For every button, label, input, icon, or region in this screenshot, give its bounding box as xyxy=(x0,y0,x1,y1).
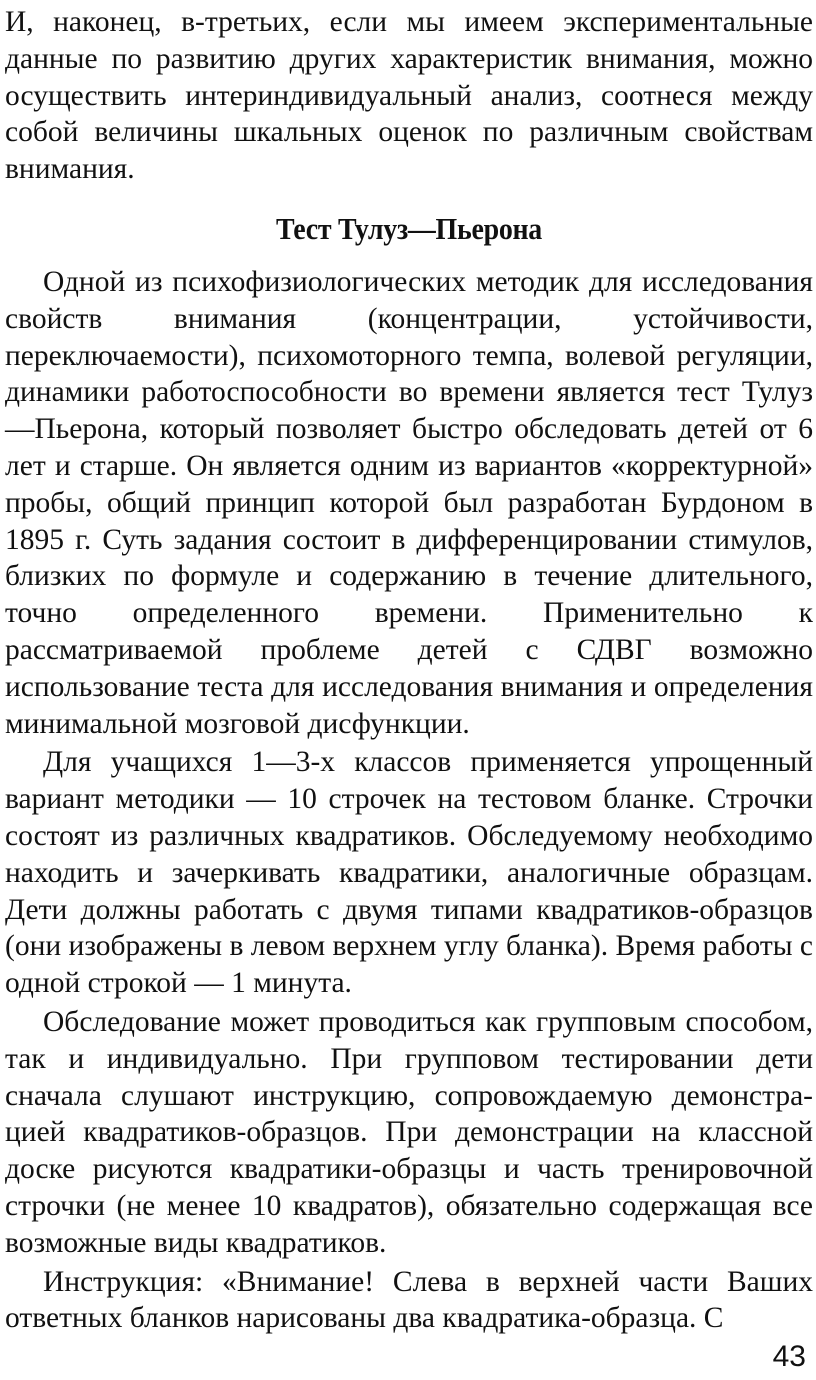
book-page xyxy=(5,0,813,1337)
section-title: Тест Тулуз—Пьерона xyxy=(275,210,543,246)
body-paragraph-instruction: Инструкция: «Внимание! Слева в верхней части Ваших ответных бланков нарисованы два квадратика-образца. С xyxy=(5,1265,813,1335)
body-paragraph-simplified-variant: Для учащихся 1—3-х классов применяется упрощенный вариант методики — 10 строчек на тестовом бланке. Строчки состоят из различных квадратиков. Обследуемому необходимо находить и зачеркивать квадратики, аналогичные образцам. Дети должны работать с двумя типами квадратиков-образцов (они изображены в левом верхнем углу бланка). Время работы с одной строкой — 1 минута. xyxy=(5,746,813,1000)
body-paragraph-procedure: Обследование может проводиться как групповым способом, так и индивидуально. При групповом тестировании дети сначала слушают инструкцию, сопровождаемую демонстрацией квадратиков-образцов. При демонстрации на классной доске рисуются квадратики-образцы и часть тренировочной строчки (не менее 10 квадратов), обязательно содержащая все возможные виды квадратиков. xyxy=(5,1005,813,1259)
body-paragraph-method: Одной из психофизиологических методик для исследования свойств внимания (концентрации, устойчивости, переключаемости), психомоторного темпа, волевой регуляции, динамики работоспособности во времени является тест Тулуз—Пьерона, который позволяет быстро обследовать детей от 6 лет и старше. Он является одним из вариантов «корректурной» пробы, общий принцип которой был разработан Бурдоном в 1895 г. Суть задания состоит в дифференцировании стимулов, близких по формуле и содержанию в течение длительного, точно определенного времени. Применительно к рассматриваемой проблеме детей с СДВГ возможно использование теста для исследования внимания и определения минимальной мозговой дисфункции. xyxy=(5,265,813,740)
page-number: 43 xyxy=(772,1340,806,1373)
intro-paragraph: И, наконец, в-третьих, если мы имеем экспериментальные данные по развитию других характеристик внимания, можно осуществить интериндивидуальный анализ, соотнеся между собой величины шкальных оценок по различным свойствам внимания. xyxy=(5,6,813,186)
